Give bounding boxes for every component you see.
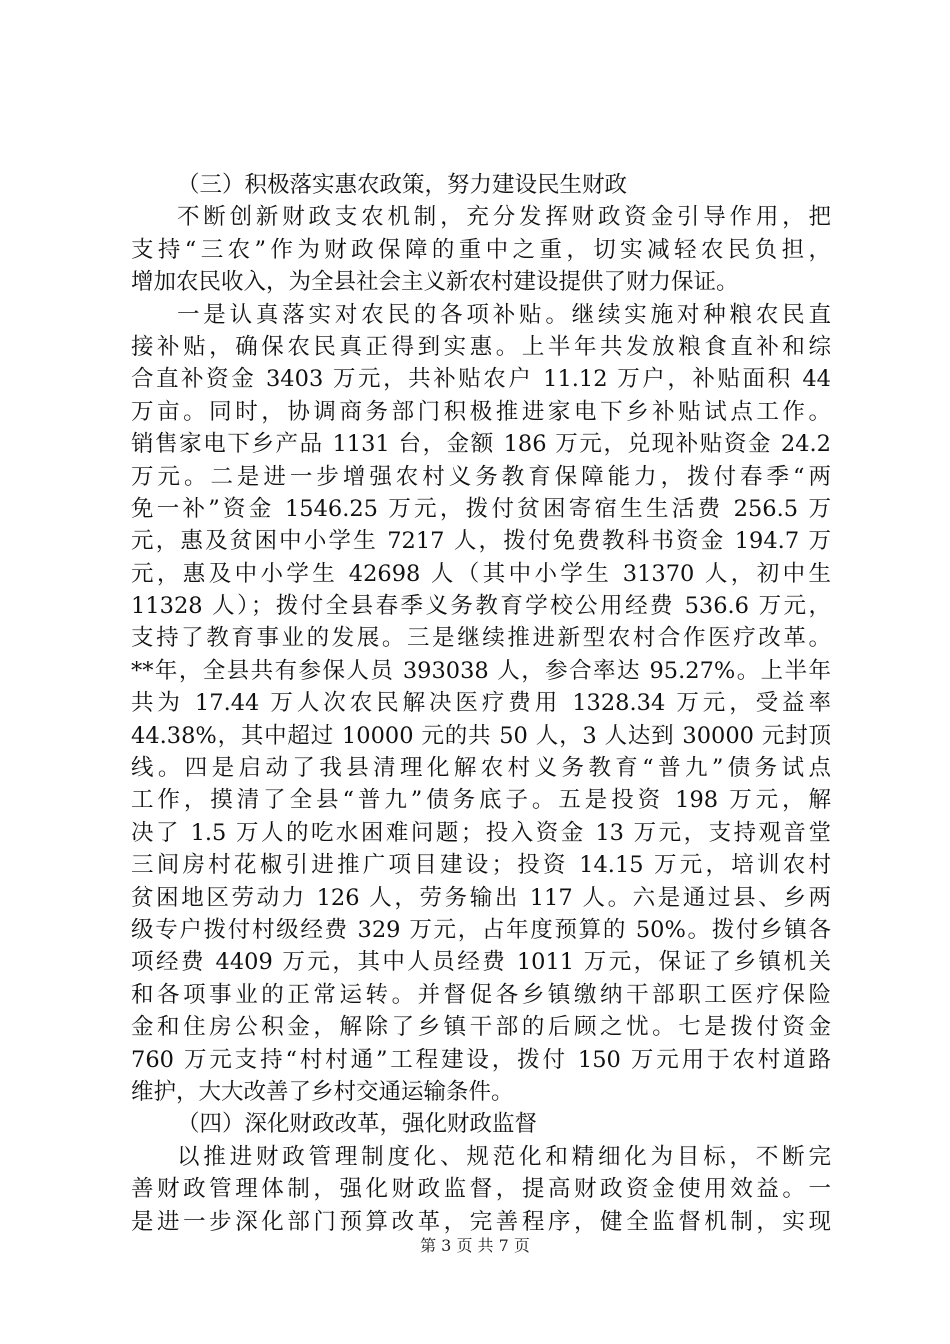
text-line: 44.38%，其中超过 10000 元的共 50 人，3 人达到 30000 元封顶 (131, 722, 831, 749)
text-line: 合直补资金 3403 万元，共补贴农户 11.12 万户，补贴面积 44 (131, 366, 831, 393)
text-line: 共为 17.44 万人次农民解决医疗费用 1328.34 万元，受益率 (131, 690, 831, 717)
text-line: 和各项事业的正常运转。并督促各乡镇缴纳干部职工医疗保险 (131, 981, 831, 1008)
text-line: （四）深化财政改革，强化财政监督 (177, 1111, 538, 1138)
text-line: 工作，摸清了全县“普九”债务底子。五是投资 198 万元，解 (131, 787, 831, 814)
text-line: 级专户拨付村级经费 329 万元，占年度预算的 50%。拨付乡镇各 (131, 916, 831, 943)
text-line: 项经费 4409 万元，其中人员经费 1011 万元，保证了乡镇机关 (131, 949, 831, 976)
text-line: 元，惠及中小学生 42698 人（其中小学生 31370 人，初中生 (131, 560, 831, 587)
text-line: 不断创新财政支农机制，充分发挥财政资金引导作用，把 (177, 204, 831, 231)
text-line: 线。四是启动了我县清理化解农村义务教育“普九”债务试点 (131, 755, 831, 782)
text-line: （三）积极落实惠农政策，努力建设民生财政 (177, 172, 628, 198)
text-line: 是进一步深化部门预算改革，完善程序，健全监督机制，实现 (131, 1208, 831, 1235)
document-body (131, 169, 831, 1238)
text-line: 元，惠及贫困中小学生 7217 人，拨付免费教科书资金 194.7 万 (131, 528, 831, 555)
page-number-label: 第 3 页 共 7 页 (420, 1236, 530, 1255)
text-line: 决了 1.5 万人的吃水困难问题；投入资金 13 万元，支持观音堂 (131, 819, 831, 846)
text-line: 一是认真落实对农民的各项补贴。继续实施对种粮农民直 (177, 301, 831, 328)
text-line: 善财政管理体制，强化财政监督，提高财政资金使用效益。一 (131, 1176, 831, 1203)
text-line: 11328 人）；拨付全县春季义务教育学校公用经费 536.6 万元， (131, 593, 831, 620)
text-line: 万亩。同时，协调商务部门积极推进家电下乡补贴试点工作。 (131, 398, 831, 425)
text-line: 销售家电下乡产品 1131 台，金额 186 万元，兑现补贴资金 24.2 (131, 431, 831, 458)
text-line: 金和住房公积金，解除了乡镇干部的后顾之忧。七是拨付资金 (131, 1014, 831, 1041)
text-line: 三间房村花椒引进推广项目建设；投资 14.15 万元，培训农村 (131, 852, 831, 879)
text-line: 维护，大大改善了乡村交通运输条件。 (131, 1078, 514, 1105)
page-footer (0, 1236, 950, 1256)
text-line: 以推进财政管理制度化、规范化和精细化为目标，不断完 (177, 1143, 831, 1170)
text-line: 760 万元支持“村村通”工程建设，拨付 150 万元用于农村道路 (131, 1046, 831, 1073)
text-line: 万元。二是进一步增强农村义务教育保障能力，拨付春季“两 (131, 463, 831, 490)
text-line: 增加农民收入，为全县社会主义新农村建设提供了财力保证。 (131, 269, 739, 296)
text-line: **年，全县共有参保人员 393038 人，参合率达 95.27%。上半年 (131, 657, 831, 684)
text-line: 支持了教育事业的发展。三是继续推进新型农村合作医疗改革。 (131, 625, 831, 652)
text-line: 免一补”资金 1546.25 万元，拨付贫困寄宿生生活费 256.5 万 (131, 495, 831, 522)
text-line: 支持“三农”作为财政保障的重中之重，切实减轻农民负担， (131, 236, 831, 263)
text-line: 接补贴，确保农民真正得到实惠。上半年共发放粮食直补和综 (131, 333, 831, 360)
text-line: 贫困地区劳动力 126 人，劳务输出 117 人。六是通过县、乡两 (131, 884, 831, 911)
